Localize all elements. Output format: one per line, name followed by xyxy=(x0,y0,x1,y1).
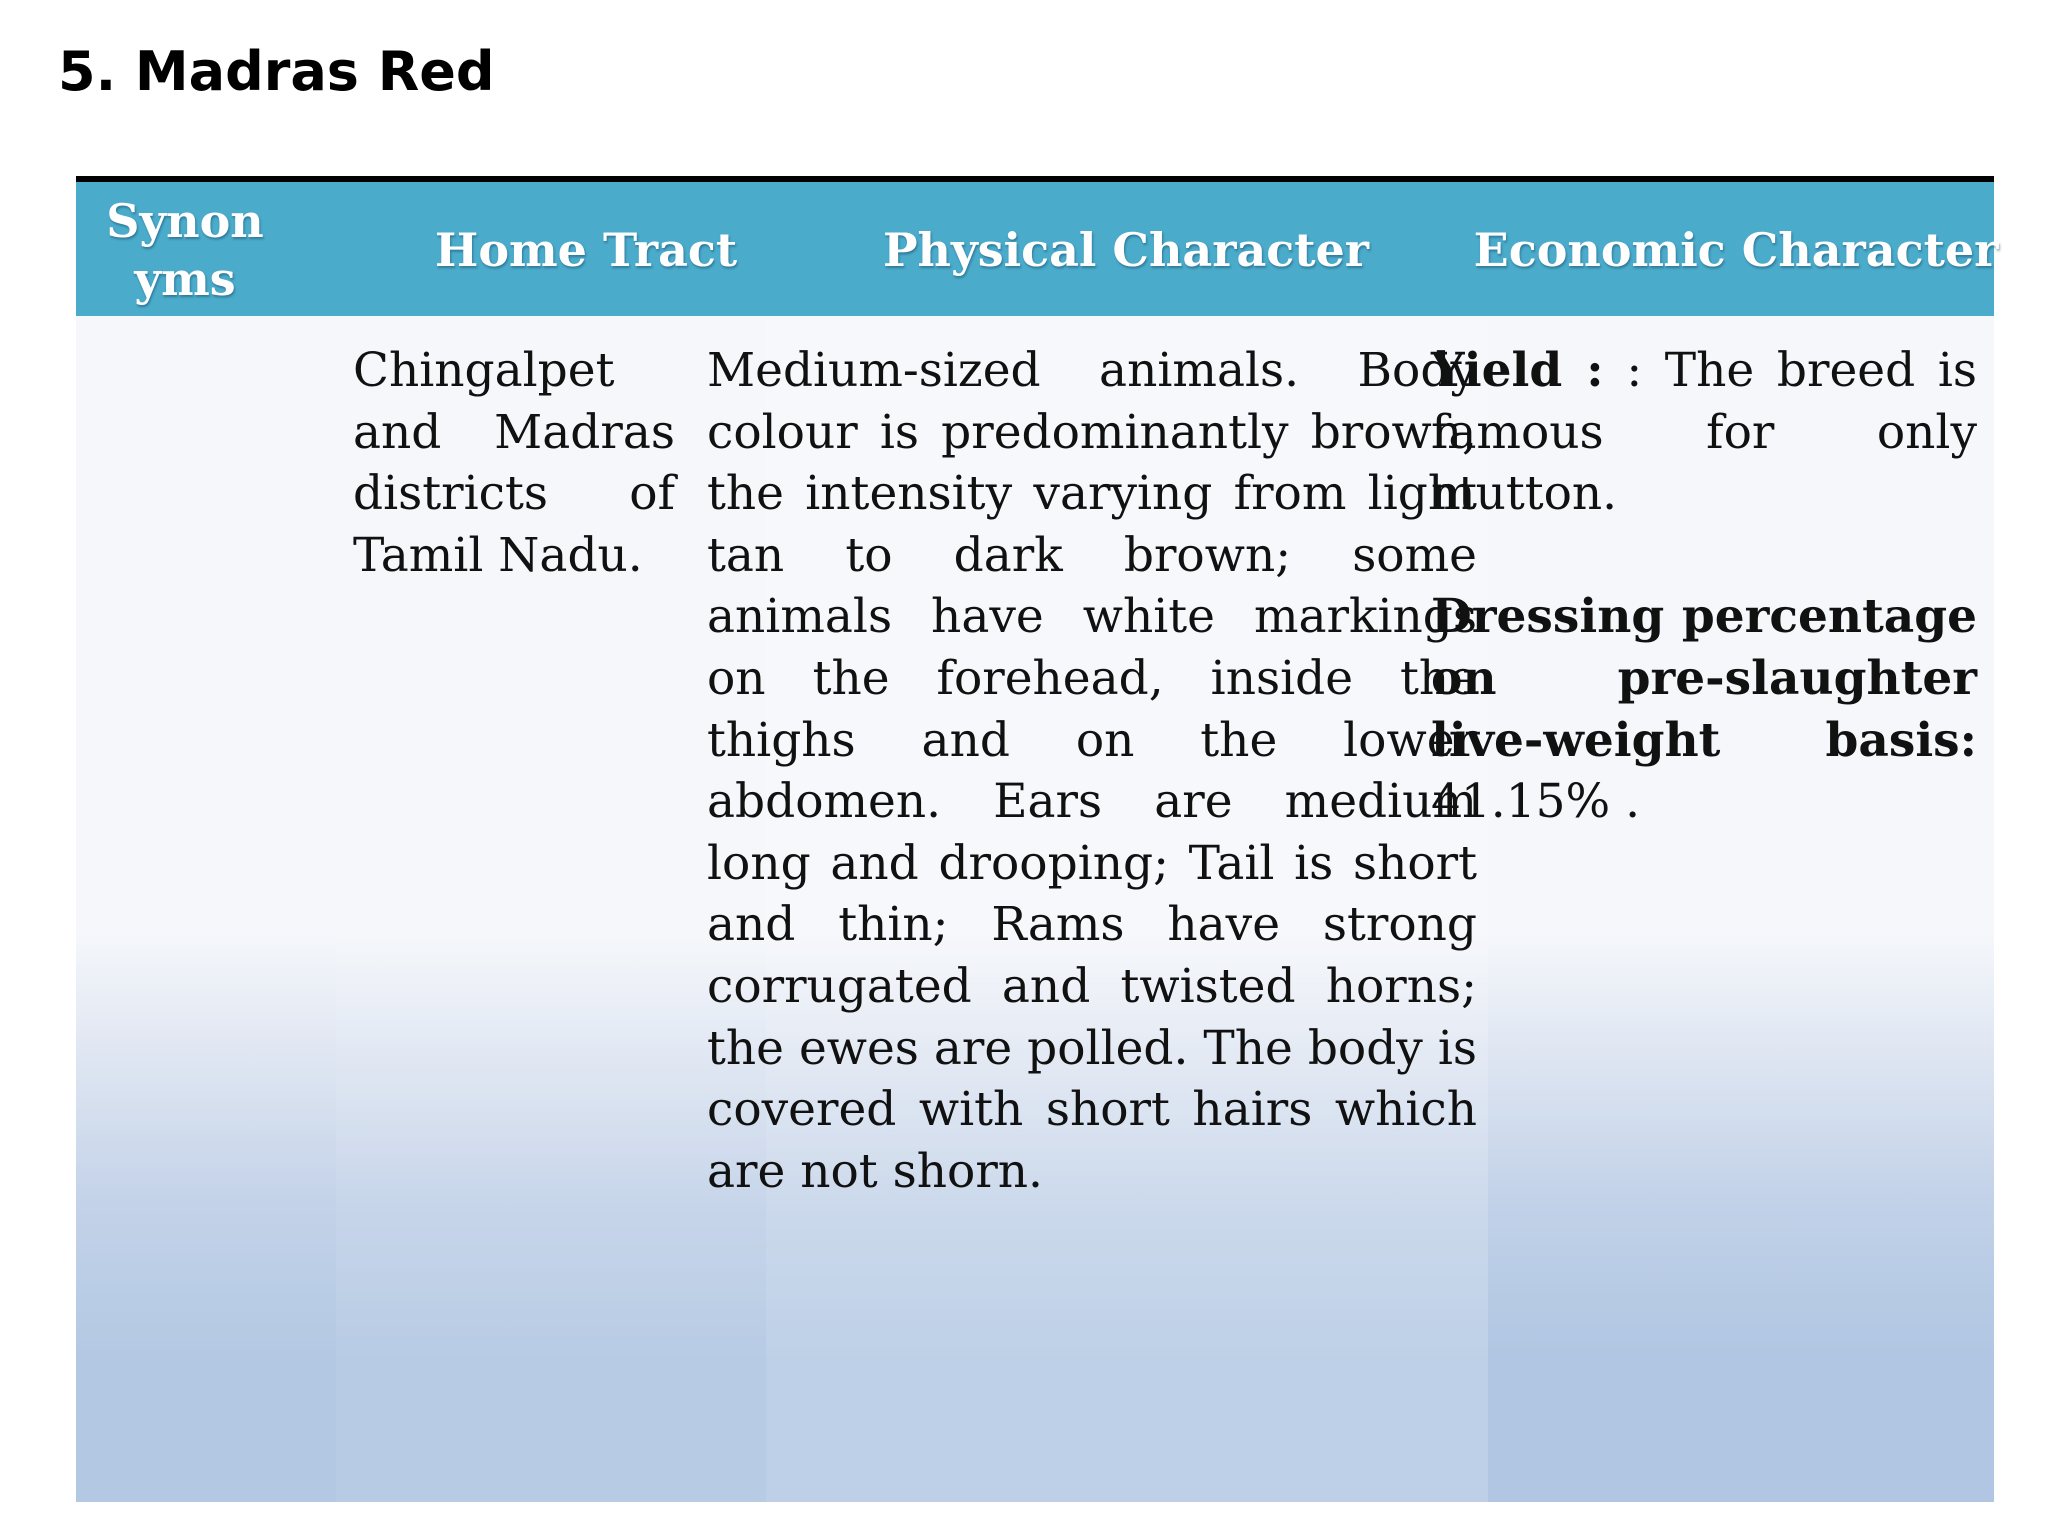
yield-text: : The breed is famous for only mutton. xyxy=(1431,343,1977,522)
economic-character-cell xyxy=(1431,340,1977,833)
header-synonyms: Synonyms xyxy=(106,194,264,306)
table-row xyxy=(76,316,1994,1502)
header-economic-character: Economic Character xyxy=(1473,223,1999,277)
synonyms-column-band xyxy=(76,316,336,1502)
dressing-paragraph xyxy=(1431,586,1977,832)
page-title: 5. Madras Red xyxy=(58,40,495,103)
yield-paragraph xyxy=(1431,340,1977,525)
dressing-value: 41.15% . xyxy=(1431,774,1641,830)
yield-label: Yield : xyxy=(1431,343,1604,398)
physical-character-cell: Medium-sized animals. Body colour is predominantly brown, the intensity varying from light tan to dark brown; some animals have white markings on the forehead, inside the thighs and on the lower abdomen. Ears are medium long and drooping; Tail is short and thin; Rams have strong corrugated and twisted horns; the ewes are polled. The body is covered with short hairs which are not shorn. xyxy=(707,343,1477,1199)
paragraph-gap xyxy=(1431,525,1977,587)
header-home-tract: Home Tract xyxy=(434,223,738,277)
dressing-label: Dressing percentage on pre-slaughter live-weight basis: xyxy=(1431,589,1977,768)
table-header-row xyxy=(76,182,1999,322)
breed-table xyxy=(76,176,1999,1502)
header-physical-character: Physical Character xyxy=(882,223,1370,277)
home-tract-cell: Chingalpet and Madras districts of Tamil Nadu. xyxy=(353,343,675,583)
